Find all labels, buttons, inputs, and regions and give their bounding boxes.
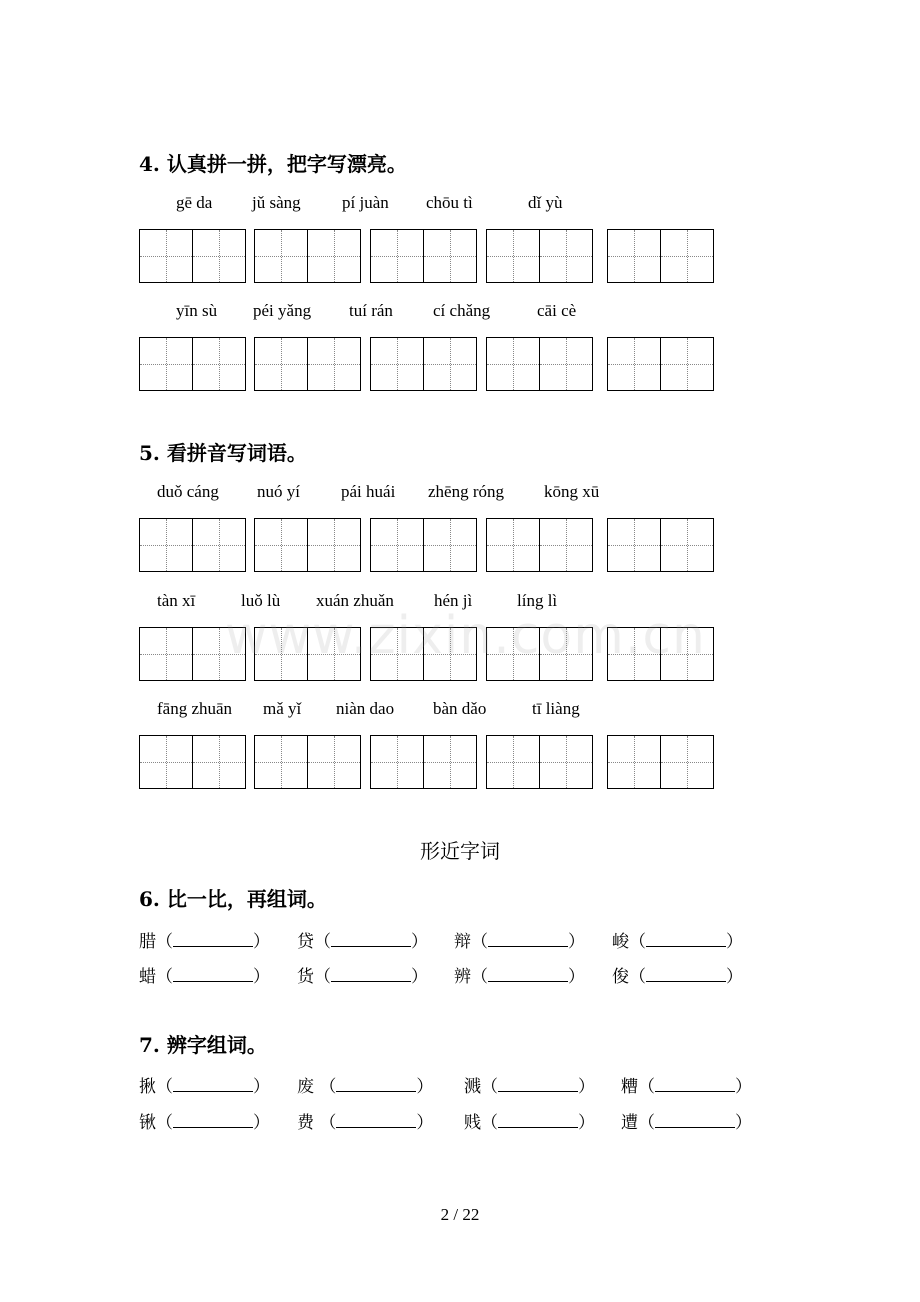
- guide-line-vertical: [334, 736, 335, 788]
- pinyin-word: duǒ cáng: [157, 482, 219, 501]
- character-cell[interactable]: [487, 338, 540, 390]
- character-cell[interactable]: [371, 736, 424, 788]
- guide-line-vertical: [634, 519, 635, 571]
- word-formation-item: 贷（ ）: [297, 932, 428, 952]
- guide-line-vertical: [281, 230, 282, 282]
- character-cell[interactable]: [608, 230, 661, 282]
- character-cell[interactable]: [424, 338, 476, 390]
- character-cell[interactable]: [487, 519, 540, 571]
- writing-grid-row: [139, 518, 719, 572]
- guide-line-vertical: [281, 736, 282, 788]
- guide-line-vertical: [687, 519, 688, 571]
- pinyin-row: [139, 699, 779, 721]
- guide-line-vertical: [450, 736, 451, 788]
- character-cell[interactable]: [255, 338, 308, 390]
- character-cell[interactable]: [608, 338, 661, 390]
- character-cell[interactable]: [487, 736, 540, 788]
- guide-line-vertical: [634, 230, 635, 282]
- guide-line-vertical: [219, 338, 220, 390]
- guide-line-vertical: [687, 230, 688, 282]
- guide-line-vertical: [634, 736, 635, 788]
- guide-line-vertical: [687, 736, 688, 788]
- answer-blank[interactable]: [336, 1076, 416, 1092]
- pinyin-word: cāi cè: [537, 301, 577, 320]
- pinyin-word: pí juàn: [342, 193, 389, 212]
- character-cell[interactable]: [255, 519, 308, 571]
- answer-blank[interactable]: [498, 1076, 578, 1092]
- answer-blank[interactable]: [655, 1112, 735, 1128]
- pinyin-word: pái huái: [341, 482, 396, 501]
- guide-line-vertical: [513, 338, 514, 390]
- character-cell[interactable]: [255, 736, 308, 788]
- character-cell[interactable]: [424, 736, 476, 788]
- pinyin-word: gē da: [176, 193, 213, 212]
- pinyin-word: jǔ sàng: [252, 193, 301, 212]
- section-title-similar-characters: 形近字词: [420, 839, 500, 863]
- answer-blank[interactable]: [331, 931, 411, 947]
- guide-line-vertical: [281, 338, 282, 390]
- pinyin-word: hén jì: [434, 591, 473, 610]
- pinyin-word: bàn dǎo: [433, 699, 487, 718]
- character-cell[interactable]: [424, 519, 476, 571]
- character-writing-box[interactable]: [139, 337, 246, 391]
- guide-line-vertical: [334, 230, 335, 282]
- guide-line-vertical: [566, 736, 567, 788]
- character-writing-box[interactable]: [486, 735, 593, 789]
- word-formation-row: [139, 1072, 839, 1096]
- character-writing-box[interactable]: [139, 518, 246, 572]
- character-cell[interactable]: [308, 338, 360, 390]
- pinyin-word: fāng zhuān: [157, 699, 233, 718]
- guide-line-vertical: [397, 230, 398, 282]
- section-4-title: 4. 认真拼一拼，把字写漂亮。: [139, 152, 407, 176]
- pinyin-row: [139, 193, 779, 215]
- character-cell[interactable]: [540, 736, 592, 788]
- pinyin-word: zhēng róng: [428, 482, 505, 501]
- character-cell[interactable]: [308, 230, 360, 282]
- character-cell[interactable]: [140, 628, 193, 680]
- word-formation-item: 废 （ ）: [297, 1077, 434, 1097]
- guide-line-vertical: [513, 519, 514, 571]
- guide-line-vertical: [450, 338, 451, 390]
- pinyin-row: [139, 482, 779, 504]
- character-writing-box[interactable]: [254, 229, 361, 283]
- character-cell[interactable]: [540, 519, 592, 571]
- word-formation-item: 贱（ ）: [464, 1113, 595, 1133]
- writing-grid-row: [139, 735, 719, 789]
- pinyin-word: xuán zhuǎn: [316, 591, 394, 610]
- pinyin-word: niàn dao: [336, 699, 395, 718]
- guide-line-vertical: [334, 519, 335, 571]
- guide-line-vertical: [166, 519, 167, 571]
- word-formation-row: [139, 927, 839, 951]
- word-formation-row: [139, 962, 839, 986]
- word-formation-item: 揪（ ）: [139, 1077, 270, 1097]
- answer-blank[interactable]: [173, 1076, 253, 1092]
- answer-blank[interactable]: [331, 966, 411, 982]
- character-cell[interactable]: [308, 736, 360, 788]
- character-writing-box[interactable]: [607, 735, 714, 789]
- word-formation-item: 辨（ ）: [454, 967, 585, 987]
- guide-line-vertical: [219, 519, 220, 571]
- word-formation-row: [139, 1108, 839, 1132]
- guide-line-vertical: [397, 736, 398, 788]
- word-formation-item: 糟（ ）: [621, 1077, 752, 1097]
- character-cell[interactable]: [424, 230, 476, 282]
- answer-blank[interactable]: [655, 1076, 735, 1092]
- character-cell[interactable]: [371, 230, 424, 282]
- character-writing-box[interactable]: [607, 518, 714, 572]
- guide-line-vertical: [166, 338, 167, 390]
- pinyin-word: nuó yí: [257, 482, 300, 501]
- pinyin-word: tàn xī: [157, 591, 196, 610]
- guide-line-vertical: [166, 628, 167, 680]
- word-formation-item: 锹（ ）: [139, 1113, 270, 1133]
- guide-line-vertical: [566, 519, 567, 571]
- writing-grid-row: [139, 229, 719, 283]
- character-cell[interactable]: [371, 338, 424, 390]
- character-writing-box[interactable]: [370, 229, 477, 283]
- character-writing-box[interactable]: [486, 518, 593, 572]
- character-cell[interactable]: [661, 736, 713, 788]
- guide-line-vertical: [450, 519, 451, 571]
- guide-line-vertical: [281, 519, 282, 571]
- guide-line-vertical: [513, 736, 514, 788]
- character-cell[interactable]: [308, 519, 360, 571]
- word-formation-item: 俊（ ）: [612, 967, 743, 987]
- character-cell[interactable]: [608, 519, 661, 571]
- guide-line-vertical: [687, 338, 688, 390]
- character-writing-box[interactable]: [254, 735, 361, 789]
- guide-line-vertical: [634, 338, 635, 390]
- character-writing-box[interactable]: [254, 337, 361, 391]
- character-cell[interactable]: [540, 338, 592, 390]
- section-7-title: 7. 辨字组词。: [139, 1033, 267, 1057]
- character-cell[interactable]: [140, 519, 193, 571]
- pinyin-word: kōng xū: [544, 482, 600, 501]
- pinyin-word: dǐ yù: [528, 193, 563, 212]
- word-formation-item: 货（ ）: [297, 967, 428, 987]
- guide-line-vertical: [334, 338, 335, 390]
- character-cell[interactable]: [193, 230, 245, 282]
- answer-blank[interactable]: [646, 966, 726, 982]
- character-cell[interactable]: [193, 338, 245, 390]
- watermark: www.zixin.com.cn: [225, 606, 706, 666]
- character-writing-box[interactable]: [139, 735, 246, 789]
- guide-line-vertical: [513, 230, 514, 282]
- answer-blank[interactable]: [488, 966, 568, 982]
- guide-line-vertical: [219, 230, 220, 282]
- character-cell[interactable]: [371, 519, 424, 571]
- guide-line-vertical: [166, 230, 167, 282]
- character-writing-box[interactable]: [370, 337, 477, 391]
- word-formation-item: 辩（ ）: [454, 932, 585, 952]
- character-writing-box[interactable]: [486, 229, 593, 283]
- character-cell[interactable]: [540, 230, 592, 282]
- section-6-title: 6. 比一比，再组词。: [139, 887, 327, 911]
- guide-line-vertical: [219, 736, 220, 788]
- section-5-title: 5. 看拼音写词语。: [139, 441, 307, 465]
- guide-line-vertical: [166, 736, 167, 788]
- character-cell[interactable]: [661, 519, 713, 571]
- pinyin-word: tuí rán: [349, 301, 393, 320]
- pinyin-word: tī liàng: [532, 699, 580, 718]
- character-cell[interactable]: [255, 230, 308, 282]
- pinyin-word: cí chǎng: [433, 301, 491, 320]
- answer-blank[interactable]: [173, 966, 253, 982]
- pinyin-row: [139, 301, 779, 323]
- character-writing-box[interactable]: [139, 229, 246, 283]
- word-formation-item: 蜡（ ）: [139, 967, 270, 987]
- guide-line-vertical: [450, 230, 451, 282]
- pinyin-word: yīn sù: [176, 301, 218, 320]
- answer-blank[interactable]: [498, 1112, 578, 1128]
- character-cell[interactable]: [140, 736, 193, 788]
- pinyin-word: mǎ yǐ: [263, 699, 302, 718]
- character-cell[interactable]: [140, 338, 193, 390]
- character-writing-box[interactable]: [486, 337, 593, 391]
- word-formation-item: 峻（ ）: [612, 932, 743, 952]
- character-writing-box[interactable]: [607, 229, 714, 283]
- answer-blank[interactable]: [646, 931, 726, 947]
- character-writing-box[interactable]: [254, 518, 361, 572]
- answer-blank[interactable]: [173, 931, 253, 947]
- character-cell[interactable]: [193, 736, 245, 788]
- guide-line-vertical: [566, 338, 567, 390]
- character-cell[interactable]: [608, 736, 661, 788]
- pinyin-word: luǒ lù: [241, 591, 281, 610]
- character-writing-box[interactable]: [370, 735, 477, 789]
- answer-blank[interactable]: [173, 1112, 253, 1128]
- page-number: 2 / 22: [440, 1205, 480, 1224]
- character-writing-box[interactable]: [370, 518, 477, 572]
- guide-line-vertical: [219, 628, 220, 680]
- character-cell[interactable]: [140, 230, 193, 282]
- word-formation-item: 溅（ ）: [464, 1077, 595, 1097]
- pinyin-word: líng lì: [517, 591, 558, 610]
- guide-line-vertical: [397, 338, 398, 390]
- character-cell[interactable]: [661, 230, 713, 282]
- guide-line-vertical: [566, 230, 567, 282]
- pinyin-word: péi yǎng: [253, 301, 312, 320]
- guide-line-vertical: [397, 519, 398, 571]
- character-cell[interactable]: [193, 519, 245, 571]
- word-formation-item: 费 （ ）: [297, 1113, 434, 1133]
- word-formation-item: 遭（ ）: [621, 1113, 752, 1133]
- character-cell[interactable]: [487, 230, 540, 282]
- character-cell[interactable]: [661, 338, 713, 390]
- pinyin-word: chōu tì: [426, 193, 473, 212]
- answer-blank[interactable]: [336, 1112, 416, 1128]
- answer-blank[interactable]: [488, 931, 568, 947]
- writing-grid-row: [139, 337, 719, 391]
- word-formation-item: 腊（ ）: [139, 932, 270, 952]
- character-writing-box[interactable]: [607, 337, 714, 391]
